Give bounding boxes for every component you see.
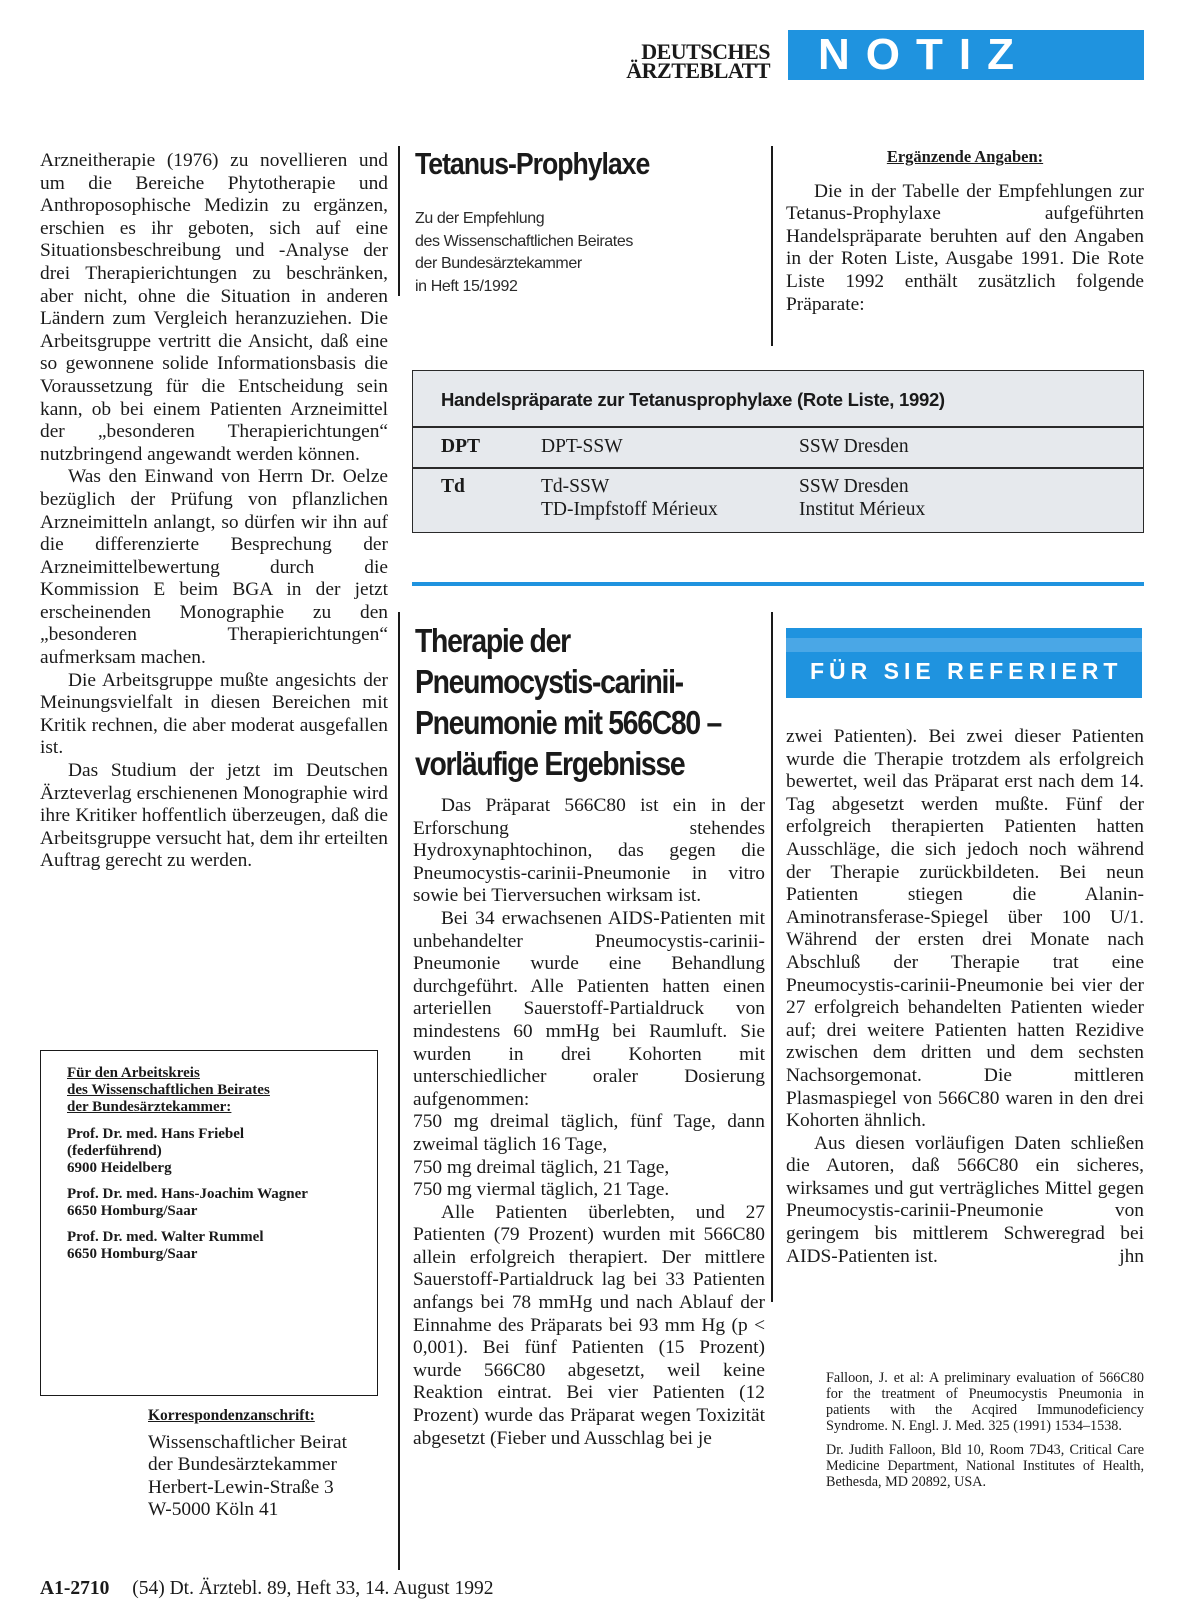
left-paragraph: Die Arbeitsgruppe mußte angesichts der Meinungsvielfalt in diesen Bereichen mit Kritik rechnen, die aber moderat ausgefallen ist. xyxy=(40,669,388,759)
author-entry xyxy=(67,1229,377,1263)
masthead xyxy=(600,39,770,83)
table-caption: Handelspräparate zur Tetanusprophylaxe (Rote Liste, 1992) xyxy=(441,389,945,410)
section-tag-fuer-sie-referiert xyxy=(786,628,1142,698)
product-name: TD-Impfstoff Mérieux xyxy=(541,499,718,520)
body-paragraph: zwei Patienten). Bei zwei dieser Patienten wurde die Therapie trotzdem als erfolgreich bewertet, weil das Präparat erst nach dem 14. Tag abgesetzt werden mußte. Fünf der erfolgreich therapierten Patienten hatten Ausschläge, die sich jedoch noch während der Therapie zurückbildeten. Bei neun Patienten stiegen die Alanin-Aminotransferase-Spiegel über 100 U/1. Während der ersten drei Monate nach Abschluß der Therapie trat eine Pneumocystis-carinii-Pneumonie bei vier der 27 erfolgreich behandelten Patienten wieder auf; drei weitere Patienten hatten Rezidive zwischen dem dritten und dem sechsten Nachsorgemonat. Die mittleren Plasmaspiegel von 566C80 waren in den drei Kohorten ähnlich. xyxy=(786,726,1144,1132)
table-cell-manufacturer: SSW Dresden xyxy=(799,436,909,457)
therapie-column-1 xyxy=(413,795,765,1450)
author-city: 6650 Homburg/Saar xyxy=(67,1246,198,1262)
address-line: Wissenschaftlicher Beirat xyxy=(148,1431,347,1453)
left-paragraph: Arzneitherapie (1976) zu novellieren und um die Bereiche Phytotherapie und Anthroposophische Medizin zu ergänzen, erschien es ihr geboten, sich auf eine Situationsbeschreibung und -Analyse der drei Therapierichtungen zu beschränken, aber nicht, ohne die Situation in anderen Ländern zum Vergleich heranzuziehen. Die Arbeitsgruppe vertritt die Ansicht, daß eine so gewonnene solide Informationsbasis die Voraussetzung für die Entscheidung sein kann, ob bei einem Patienten Arzneimittel der „besonderen Therapierichtungen“ nutzbringend angewandt werden können. xyxy=(40,150,388,465)
article-subtitle-tetanus xyxy=(415,208,715,298)
therapie-column-2 xyxy=(786,726,1144,1268)
dosing-line: 750 mg viermal täglich, 21 Tage. xyxy=(413,1179,670,1201)
arbeitskreis-heading-line: Für den Arbeitskreis xyxy=(67,1065,200,1081)
title-line: vorläufige Ergebnisse xyxy=(415,745,685,782)
body-paragraph: Alle Patienten überlebten, und 27 Patienten (79 Prozent) wurden mit 566C80 allein erfolgreich therapiert. Der mittlere Sauerstoff-Partialdruck lag bei 33 Patienten anfangs bei 78 mmHg und nach Ablauf der Einnahme des Präparats bei 93 mm Hg (p < 0,001). Bei fünf Patienten (15 Prozent) wurde 566C80 abgesetzt, weil keine Reaktion eintrat. Bei vier Patienten (12 Prozent) wurde das Präparat wegen Toxizität abgesetzt (Fieber und Ausschlag bei je xyxy=(413,1201,765,1449)
masthead-line-2: ÄRZTEBLATT xyxy=(626,58,770,83)
title-line: Pneumonie mit 566C80 – xyxy=(415,704,722,741)
subtitle-line: in Heft 15/1992 xyxy=(415,277,518,295)
arbeitskreis-heading xyxy=(67,1065,377,1116)
section-tag-notiz: NOTIZ xyxy=(788,30,1144,80)
author-name: Prof. Dr. med. Hans-Joachim Wagner xyxy=(67,1186,308,1202)
body-paragraph xyxy=(786,1133,1144,1269)
reference-entry: Dr. Judith Falloon, Bld 10, Room 7D43, Critical Care Medicine Department, National Institutes of Health, Bethesda, MD 20892, USA. xyxy=(826,1442,1144,1490)
table-divider xyxy=(413,467,1143,469)
reference-entry: Falloon, J. et al: A preliminary evaluation of 566C80 for the treatment of Pneumocystis Pneumonia in patients with the Acqired Immunodeficiency Syndrome. N. Engl. J. Med. 325 (1991) 1534–1538. xyxy=(826,1370,1144,1434)
tag-stripe xyxy=(786,638,1142,652)
arbeitskreis-box xyxy=(40,1050,378,1396)
product-name: Td-SSW xyxy=(541,476,610,497)
arbeitskreis-heading-line: der Bundesärztekammer: xyxy=(67,1099,232,1115)
table-cell-code: DPT xyxy=(441,436,480,457)
journal-citation: (54) Dt. Ärztebl. 89, Heft 33, 14. August 1992 xyxy=(132,1578,494,1599)
correspondence-label: Korrespondenzanschrift: xyxy=(148,1407,315,1424)
dosing-line: 750 mg dreimal täglich, fünf Tage, dann zweimal täglich 16 Tage, xyxy=(413,1111,765,1155)
table-cell-manufacturer xyxy=(799,475,925,521)
author-entry xyxy=(67,1126,377,1177)
dosing-line: 750 mg dreimal täglich, 21 Tage, xyxy=(413,1156,670,1178)
manufacturer-name: Institut Mérieux xyxy=(799,499,926,520)
ergaenzende-label: Ergänzende Angaben: xyxy=(886,147,1044,166)
table-divider xyxy=(413,426,1143,428)
title-line: Pneumocystis-carinii- xyxy=(415,663,683,700)
table-cell-product xyxy=(541,475,718,521)
subtitle-line: des Wissenschaftlichen Beirates xyxy=(415,232,633,250)
manufacturer-name: SSW Dresden xyxy=(799,476,909,497)
ergaenzende-text: Die in der Tabelle der Empfehlungen zur Tetanus-Prophylaxe aufgeführten Handelspräparate beruhten auf den Angaben in der Roten Liste, Ausgabe 1991. Die Rote Liste 1992 enthält zusätzlich folgende Präparate: xyxy=(786,180,1144,315)
section-tag-label: FÜR SIE REFERIERT xyxy=(810,658,1123,684)
conclusion-text: Aus diesen vorläufigen Daten schließen die Autoren, daß 566C80 ein sicheres, wirksames und gut verträgliches Mittel gegen Pneumocystis-carinii-Pneumonie von geringem bis mittlerem Schweregrad bei AIDS-Patienten ist. xyxy=(786,1132,1144,1267)
column-divider xyxy=(771,146,773,346)
author-role: (federführend) xyxy=(67,1143,162,1159)
author-name: Prof. Dr. med. Walter Rummel xyxy=(67,1229,264,1245)
address-line: Herbert-Lewin-Straße 3 xyxy=(148,1476,334,1498)
handelspraeparate-table xyxy=(412,370,1144,533)
correspondence-address xyxy=(148,1405,388,1522)
body-paragraph: Bei 34 erwachsenen AIDS-Patienten mit unbehandelter Pneumocystis-carinii-Pneumonie wurde eine Behandlung durchgeführt. Alle Patienten hatten einen arteriellen Sauerstoff-Partialdruck von mindestens 60 mmHg bei Raumluft. Sie wurden in drei Kohorten mit unterschiedlicher oraler Dosierung aufgenommen: xyxy=(413,907,765,1110)
author-city: 6900 Heidelberg xyxy=(67,1160,172,1176)
left-paragraph: Was den Einwand von Herrn Dr. Oelze bezüglich der Prüfung von pflanzlichen Arzneimitteln anlangt, so dürfen wir ihn auf die differenzierte Besprechung der Arzneimittelbewertung durch die Kommission E beim BGA in der jetzt erscheinenden Monographie zu den „besonderen Therapierichtungen“ aufmerksam machen. xyxy=(40,466,388,669)
arbeitskreis-heading-line: des Wissenschaftlichen Beirates xyxy=(67,1082,270,1098)
title-line: Therapie der xyxy=(415,622,570,659)
subtitle-line: Zu der Empfehlung xyxy=(415,210,545,227)
author-city: 6650 Homburg/Saar xyxy=(67,1203,198,1219)
body-paragraph: Das Präparat 566C80 ist ein in der Erforschung stehendes Hydroxynaphtochinon, das gegen die Pneumocystis-carinii-Pneumonie in vitro sowie bei Tierversuchen wirksam ist. xyxy=(413,795,765,907)
ergaenzende-angaben xyxy=(786,146,1144,316)
author-name: Prof. Dr. med. Hans Friebel xyxy=(67,1126,245,1142)
article-title-tetanus: Tetanus-Prophylaxe xyxy=(415,146,650,181)
author-entry xyxy=(67,1186,377,1220)
column-divider xyxy=(771,612,773,1302)
subtitle-line: der Bundesärztekammer xyxy=(415,255,582,272)
column-divider xyxy=(398,612,400,1570)
references xyxy=(826,1370,1144,1498)
masthead-line-1: DEUTSCHES xyxy=(641,39,770,64)
section-separator xyxy=(412,582,1144,586)
article-title-therapie xyxy=(415,620,733,784)
address-line: W-5000 Köln 41 xyxy=(148,1499,279,1520)
column-divider xyxy=(398,146,400,296)
table-cell-code: Td xyxy=(441,476,465,497)
page-footer xyxy=(40,1578,493,1600)
address-line: der Bundesärztekammer xyxy=(148,1454,337,1475)
author-signature: jhn xyxy=(1119,1245,1144,1267)
left-paragraph: Das Studium der jetzt im Deutschen Ärzteverlag erschienenen Monographie wird ihre Kritiker hoffentlich überzeugen, daß die Arbeitsgruppe versucht hat, dem ihr erteilten Auftrag gerecht zu werden. xyxy=(40,760,388,872)
page-number: A1-2710 xyxy=(40,1578,110,1599)
table-cell-product: DPT-SSW xyxy=(541,436,623,457)
left-column-text xyxy=(40,150,388,873)
